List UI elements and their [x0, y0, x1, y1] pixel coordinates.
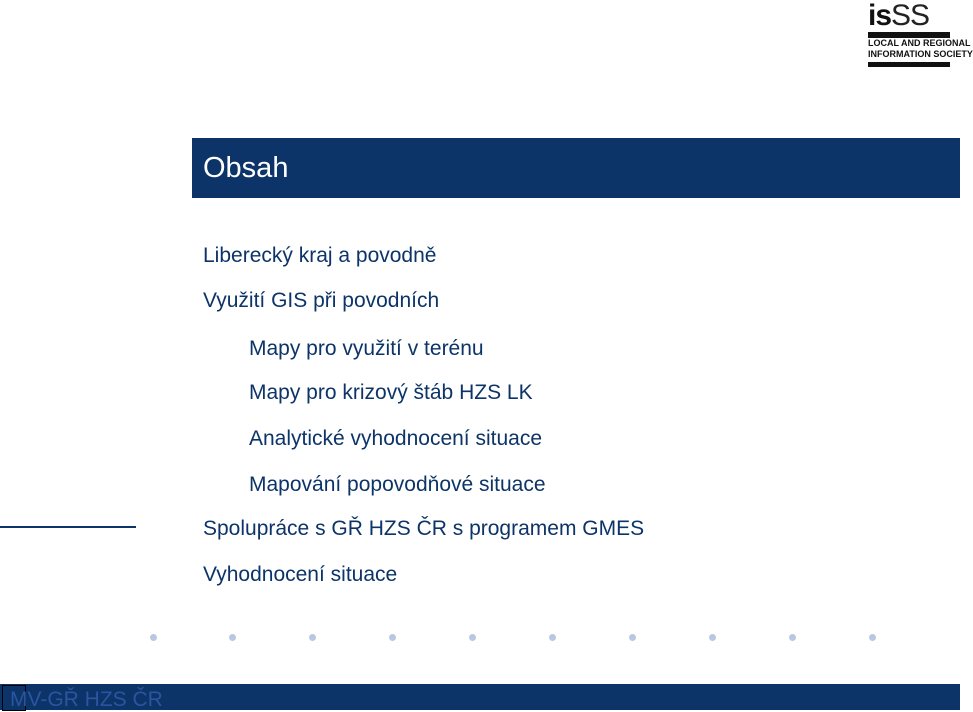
decor-dot [789, 634, 796, 641]
logo-brand [868, 2, 929, 30]
divider-line [0, 526, 136, 528]
toc-item-3: Spolupráce s GŘ HZS ČR s programem GMES [203, 517, 645, 540]
footer-bar [0, 684, 960, 710]
decor-dot [549, 634, 556, 641]
toc-item-4: Vyhodnocení situace [203, 563, 398, 586]
toc-subitem-4: Mapování popovodňové situace [249, 473, 546, 496]
logo-bottom-bar [868, 62, 950, 67]
toc-subitem-1: Mapy pro využití v terénu [249, 337, 484, 360]
toc-subitem-2: Mapy pro krizový štáb HZS LK [249, 381, 533, 404]
decor-dot [229, 634, 236, 641]
slide-title: Obsah [203, 152, 289, 184]
decor-dot [309, 634, 316, 641]
toc-item-2: Využití GIS při povodních [203, 289, 440, 312]
decor-dot [469, 634, 476, 641]
toc-item-1: Liberecký kraj a povodně [203, 244, 437, 267]
decor-dot [709, 634, 716, 641]
logo-line-2: INFORMATION SOCIETY [868, 49, 973, 59]
toc-subitem-3: Analytické vyhodnocení situace [249, 427, 543, 450]
logo-line-1: LOCAL AND REGIONAL [868, 38, 971, 48]
logo-brand-light: SS [891, 0, 930, 32]
title-bar [192, 138, 960, 198]
dot-row [150, 634, 890, 644]
decor-dot [869, 634, 876, 641]
decor-dot [629, 634, 636, 641]
decor-dot [150, 634, 157, 641]
decor-dot [389, 634, 396, 641]
logo-brand-bold: is [868, 0, 892, 32]
isss-logo [868, 0, 973, 68]
footer-text: MV-GŘ HZS ČR [10, 688, 163, 711]
